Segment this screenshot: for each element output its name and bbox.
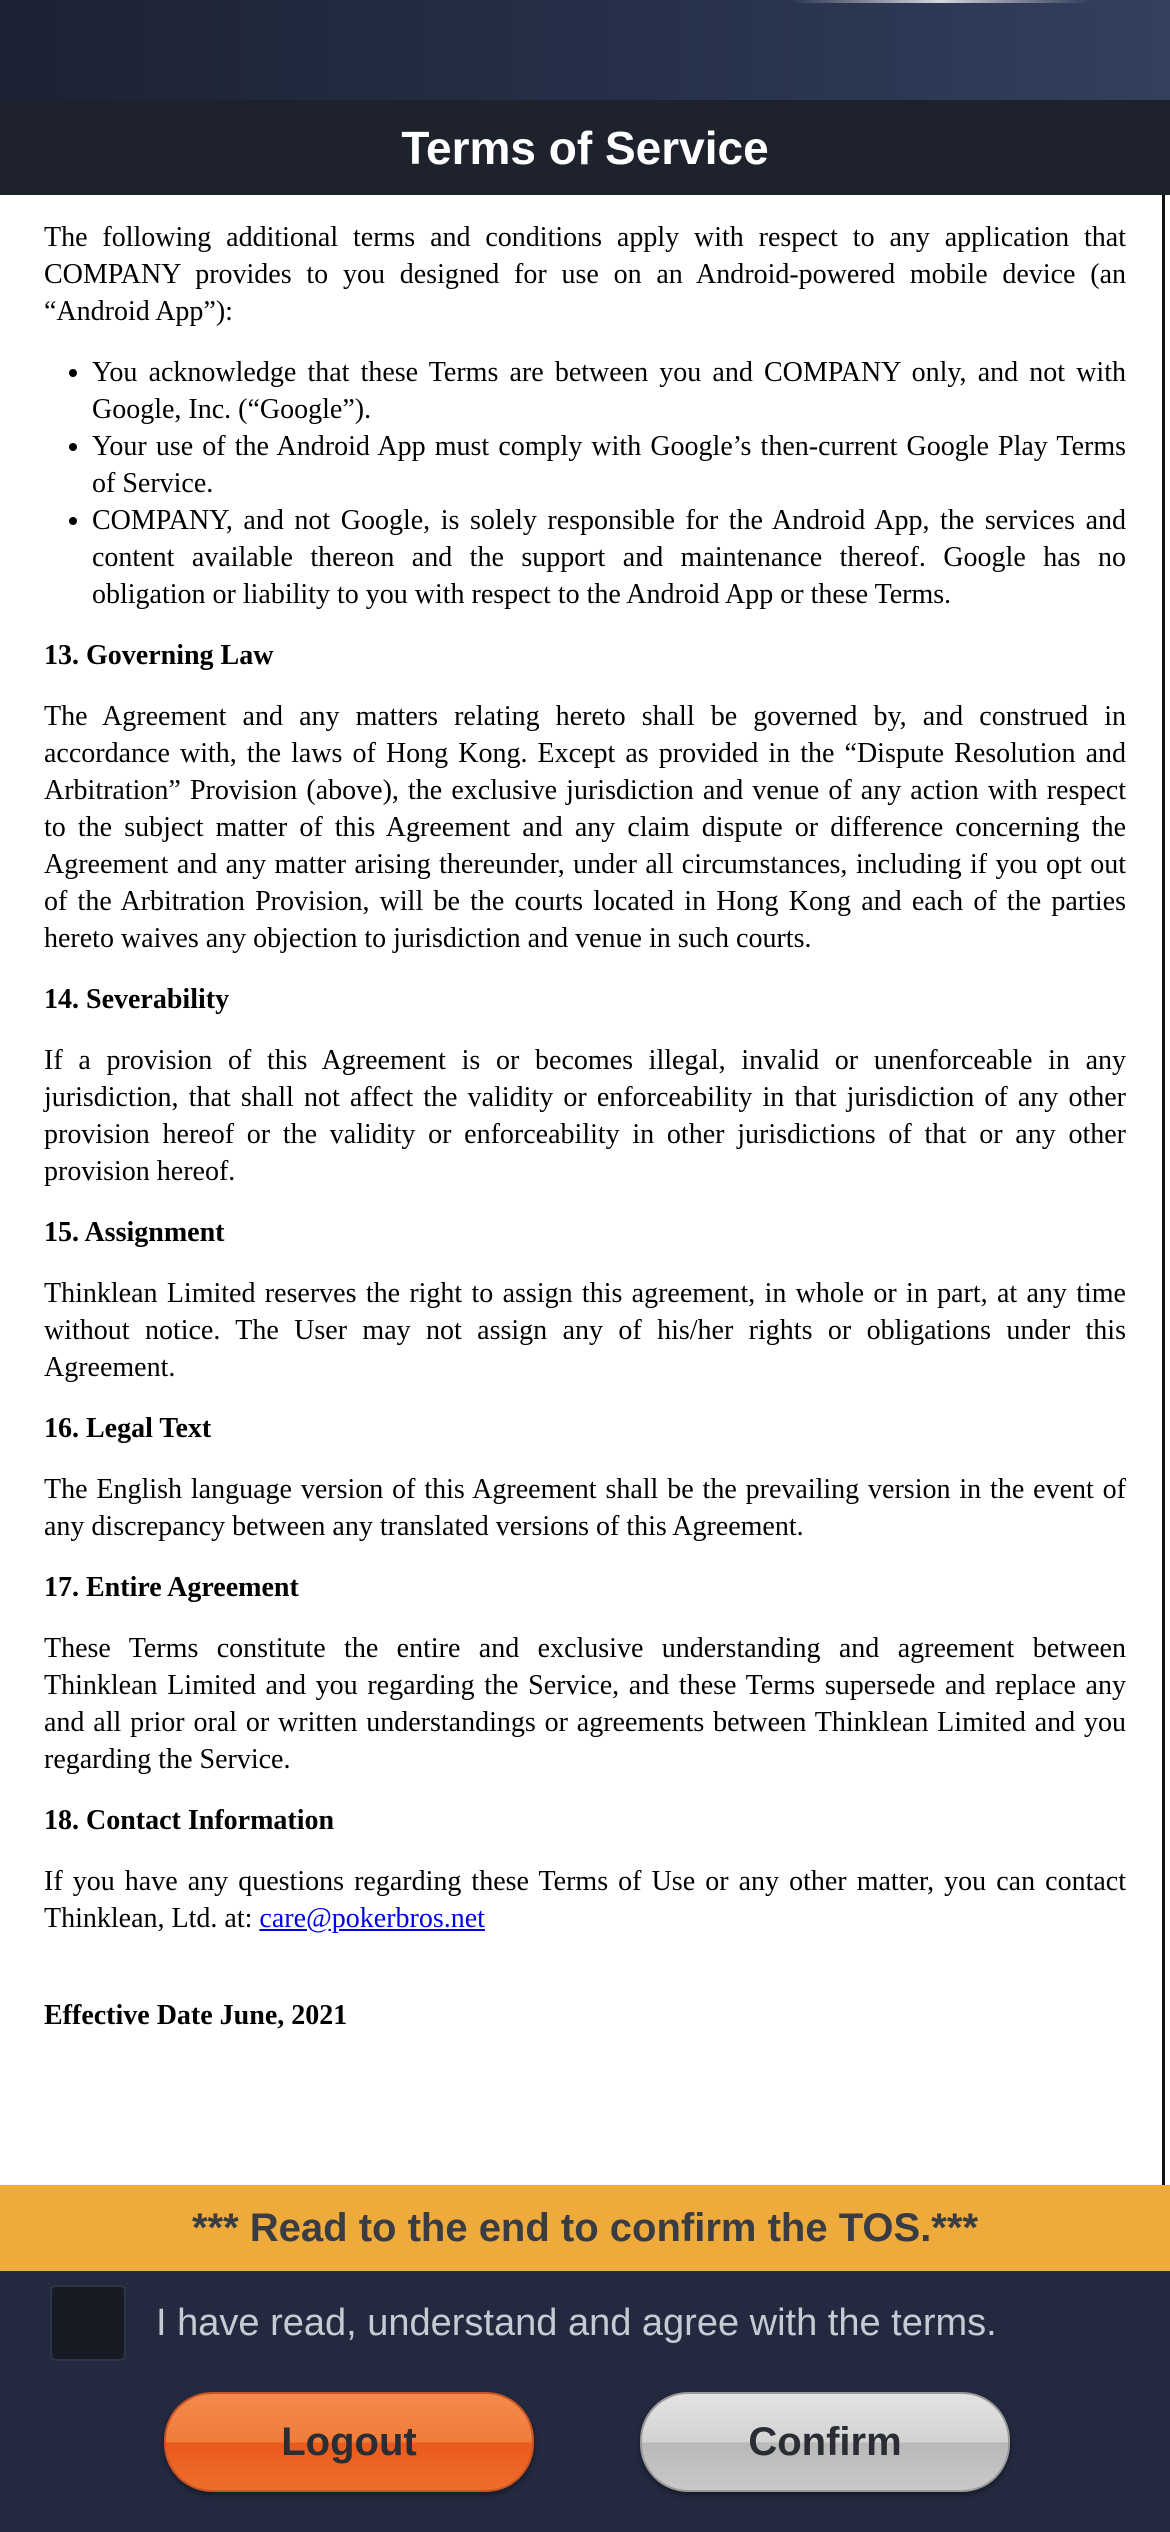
section-heading-governing-law: 13. Governing Law (44, 640, 274, 671)
list-item: • COMPANY, and not Google, is solely responsible for the Android App, the services and content available thereon and the support and maintenance thereof. Google has no obligation or liability to you with respect to the Android App or these Terms. (92, 502, 1126, 613)
status-bar (0, 0, 1170, 100)
terms-document-scroll[interactable] (0, 195, 1165, 2185)
section-heading-contact: 18. Contact Information (44, 1805, 335, 1836)
read-to-end-banner (0, 2185, 1170, 2271)
agree-label[interactable]: I have read, understand and agree with the terms. (156, 2301, 997, 2344)
terms-document (44, 219, 1126, 2058)
section-heading-assignment: 15. Assignment (44, 1217, 225, 1248)
effective-date: Effective Date June, 2021 (44, 2000, 348, 2031)
contact-email-link[interactable]: care@pokerbros.net (259, 1903, 485, 1934)
read-to-end-text: *** Read to the end to confirm the TOS.*** (191, 2205, 979, 2250)
section-body-assignment: Thinklean Limited reserves the right to assign this agreement, in whole or in part, at any time without notice. The User may not assign any of his/her rights or obligations under this Agreement. (44, 1278, 1126, 1383)
section-body-governing-law: The Agreement and any matters relating hereto shall be governed by, and construed in accordance with, the laws of Hong Kong. Except as provided in the “Dispute Resolution and Arbitration” Provision (above), the exclusive jurisdiction and venue of any action with respect to the subject matter of this Agreement and any claim dispute or difference concerning the Agreement and any matter arising thereunder, under all circumstances, including if you opt out of the Arbitration Provision, will be the courts located in Hong Kong and each of the parties hereto waives any objection to jurisdiction and venue in such courts. (44, 701, 1126, 954)
android-terms-list (44, 354, 1126, 613)
page-title: Terms of Service (401, 121, 769, 174)
section-heading-severability: 14. Severability (44, 984, 230, 1015)
section-body-entire-agreement: These Terms constitute the entire and exclusive understanding and agreement between Thinklean Limited and you regarding the Service, and these Terms supersede and replace any and all prior oral or written understandings or agreements between Thinklean Limited and you regarding the Service. (44, 1633, 1126, 1775)
section-body-contact (44, 1863, 1126, 1937)
status-bar-highlight (790, 0, 1090, 3)
section-body-severability: If a provision of this Agreement is or becomes illegal, invalid or unenforceable in any jurisdiction, that shall not affect the validity or enforceability in that jurisdiction of any other provision hereof or the validity or enforceability in other jurisdictions of that or any other provision hereof. (44, 1045, 1126, 1187)
list-item: • Your use of the Android App must comply with Google’s then-current Google Play Terms of Service. (92, 428, 1126, 502)
section-heading-entire-agreement: 17. Entire Agreement (44, 1572, 299, 1603)
contact-text: If you have any questions regarding these Terms of Use or any other matter, you can contact Thinklean, Ltd. at: (44, 1866, 1126, 1934)
android-terms-intro: The following additional terms and conditions apply with respect to any application that COMPANY provides to you designed for use on an Android-powered mobile device (an “Android App”): (44, 222, 1126, 327)
title-bar (0, 100, 1170, 195)
footer-panel (0, 2271, 1170, 2532)
agree-checkbox[interactable] (50, 2285, 126, 2361)
logout-button[interactable]: Logout (164, 2392, 534, 2492)
confirm-button[interactable]: Confirm (640, 2392, 1010, 2492)
agree-row[interactable] (50, 2283, 997, 2363)
section-heading-legal-text: 16. Legal Text (44, 1413, 212, 1444)
section-body-legal-text: The English language version of this Agreement shall be the prevailing version in the event of any discrepancy between any translated versions of this Agreement. (44, 1474, 1126, 1542)
list-item: • You acknowledge that these Terms are between you and COMPANY only, and not with Google, Inc. (“Google”). (92, 354, 1126, 428)
